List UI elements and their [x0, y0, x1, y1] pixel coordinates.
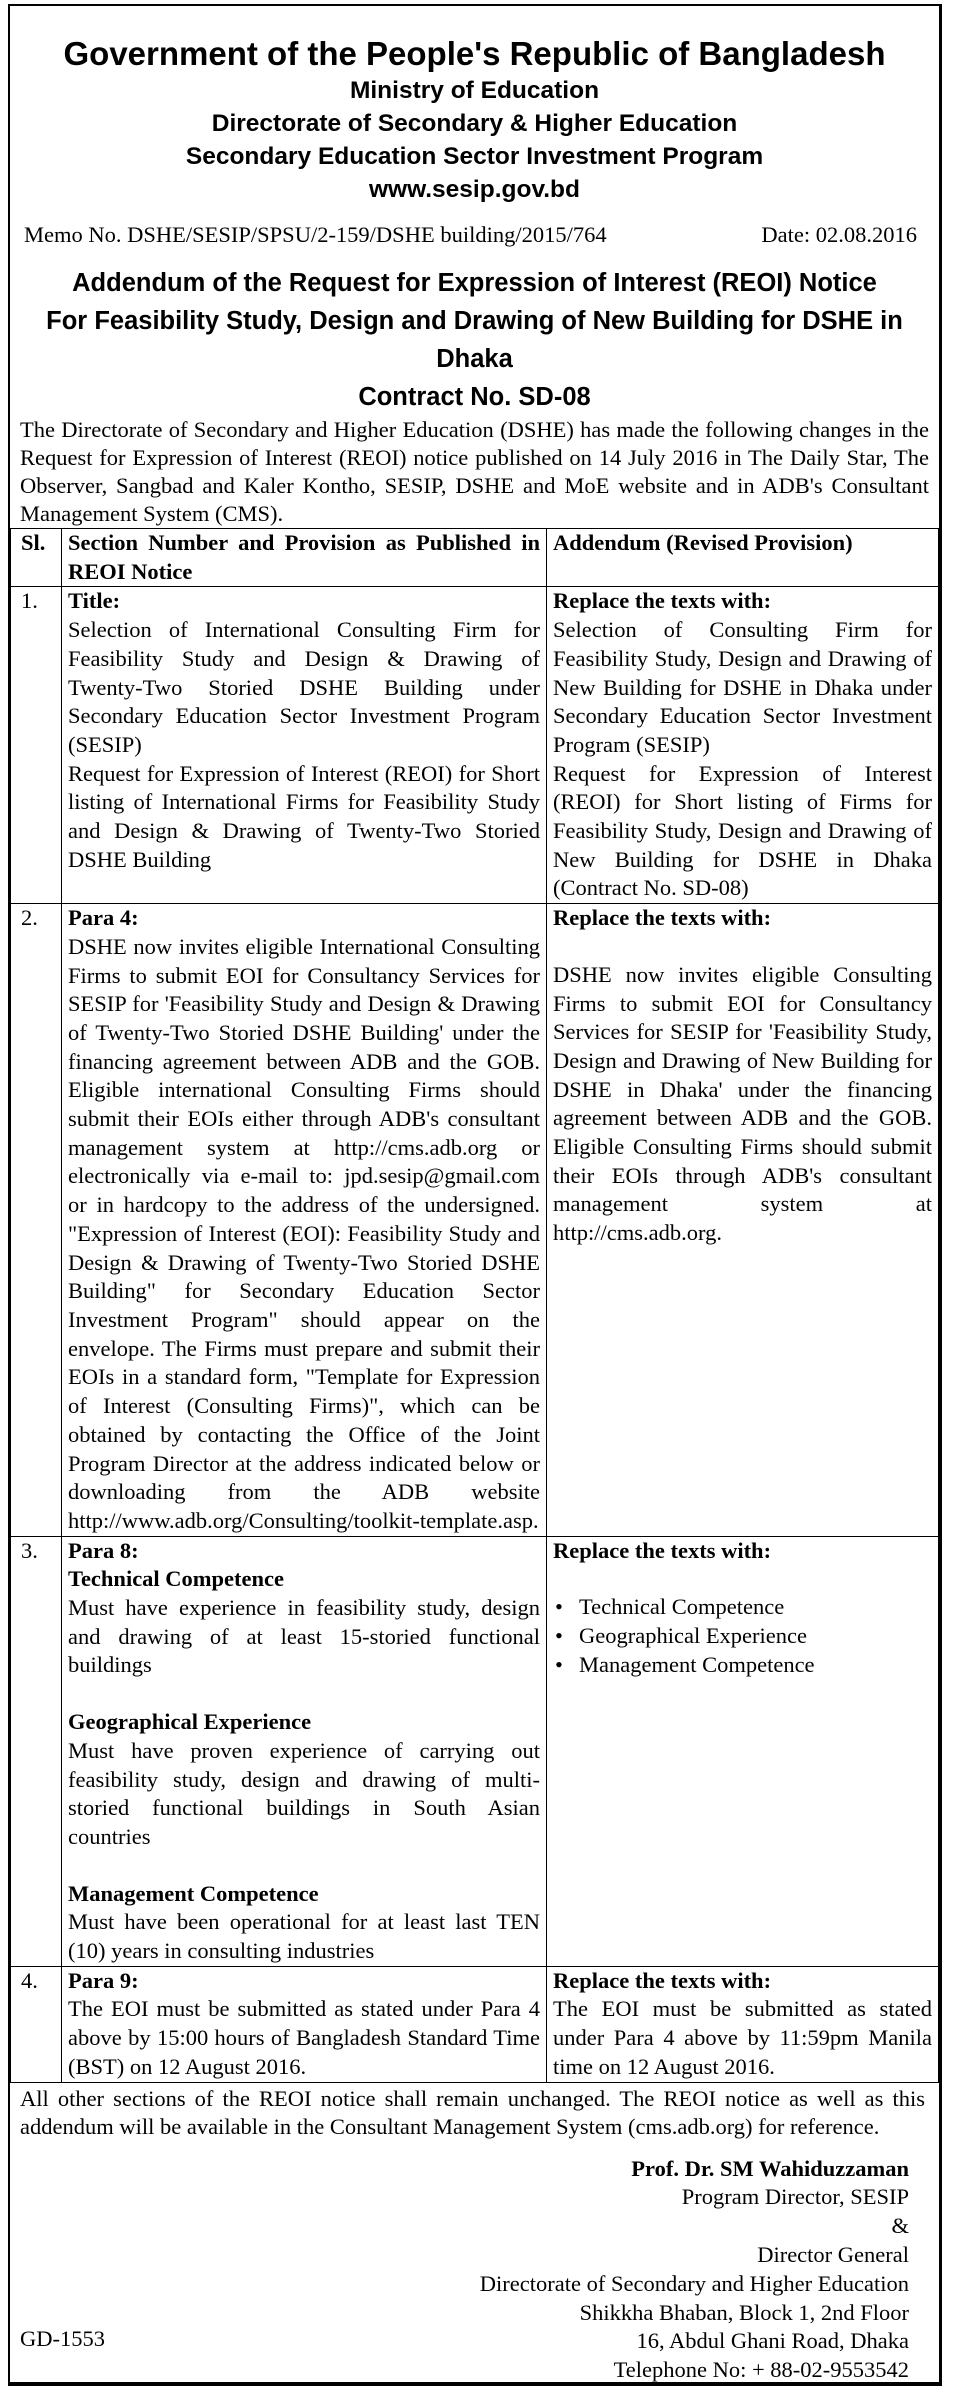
government-title: Government of the People's Republic of Bangladesh	[63, 35, 886, 72]
section-title: Technical Competence	[68, 1566, 285, 1592]
header-section: Section Number and Provision as Published in REOI Notice	[62, 529, 547, 587]
bullet-icon: •	[555, 1623, 563, 1649]
row-original-text: The EOI must be submitted as stated under Para 4 above by 15:00 hours of Bangladesh Standard Time (BST) on 12 August 2016.	[68, 1996, 540, 2079]
replace-heading: Replace the texts with:	[553, 588, 772, 614]
website-link[interactable]: www.sesip.gov.bd	[368, 176, 580, 203]
bullet-icon: •	[555, 1594, 563, 1620]
table-header-row	[11, 529, 939, 587]
section-text: Must have been operational for at least last TEN (10) years in consulting industries	[68, 1909, 540, 1964]
signatory-org: Directorate of Secondary and Higher Education	[479, 2270, 909, 2296]
notice-title-line1: Addendum of the Request for Expression of Interest (REOI) Notice	[72, 269, 877, 297]
signatory-title: Director General	[757, 2241, 909, 2267]
row-heading: Title:	[68, 588, 121, 614]
row-original	[62, 904, 547, 1536]
row-original	[62, 1536, 547, 1966]
row-revised	[547, 587, 939, 904]
row-sl: 3.	[11, 1536, 62, 1966]
directorate-name: Directorate of Secondary & Higher Education	[211, 110, 738, 137]
intro-paragraph: The Directorate of Secondary and Higher Education (DSHE) has made the following changes in the Request for Expression of Interest (REOI) notice published on 14 July 2016 in The Daily Star, The Observer, Sangbad and Kaler Kontho, SESIP, DSHE and MoE website and in ADB's Consultant Management System (CMS).	[20, 417, 929, 526]
row-original-text: Selection of International Consulting Firm for Feasibility Study and Design & Drawing of Twenty-Two Storied DSHE Building under Secondary Education Sector Investment Program (SESIP)	[68, 617, 540, 757]
row-heading: Para 4:	[68, 905, 139, 931]
notice-title-line3: Contract No. SD-08	[358, 383, 591, 411]
row-original-text: Request for Expression of Interest (REOI) for Short listing of International Firms for Feasibility Study and Design & Drawing of Twenty-Two Storied DSHE Building	[68, 760, 540, 872]
section-text: Must have experience in feasibility study, design and drawing of at least 15-storied functional buildings	[68, 1595, 540, 1678]
table-row	[11, 1966, 939, 2082]
notice-title-line2: For Feasibility Study, Design and Drawing of New Building for DSHE in Dhaka	[46, 307, 903, 373]
table-row	[11, 587, 939, 904]
table-row	[11, 1536, 939, 1966]
replace-heading: Replace the texts with:	[553, 1537, 772, 1563]
list-item: • Geographical Experience	[579, 1622, 932, 1651]
row-revised-text: The EOI must be submitted as stated under Para 4 above by 11:59pm Manila time on 12 August 2016.	[553, 1996, 932, 2079]
memo-date: Date: 02.08.2016	[761, 222, 917, 247]
gd-number: GD-1553	[20, 2326, 105, 2351]
list-item: • Management Competence	[579, 1651, 932, 1680]
row-heading: Para 8:	[68, 1537, 139, 1563]
row-revised-text: Selection of Consulting Firm for Feasibility Study, Design and Drawing of New Building for DSHE in Dhaka under Secondary Education Sector Investment Program (SESIP)	[553, 617, 932, 757]
memo-number: Memo No. DSHE/SESIP/SPSU/2-159/DSHE building/2015/764	[24, 222, 607, 247]
signatory-address: 16, Abdul Ghani Road, Dhaka	[636, 2328, 909, 2354]
row-sl: 1.	[11, 587, 62, 904]
row-sl: 2.	[11, 904, 62, 1536]
ministry-name: Ministry of Education	[349, 77, 600, 104]
signatory-address: Shikkha Bhaban, Block 1, 2nd Floor	[579, 2299, 909, 2325]
row-original-text: DSHE now invites eligible International Consulting Firms to submit EOI for Consultancy Services for SESIP for 'Feasibility Study and Design & Drawing of Twenty-Two Storied DSHE Building' under the financing agreement between ADB and the GOB. Eligible international Consulting Firms should submit their EOIs either through ADB's consultant management system at http://cms.adb.org or electronically via e-mail to: jpd.sesip@gmail.com or in hardcopy to the address of the undersigned. "Expression of Interest (EOI): Feasibility Study and Design & Drawing of Twenty-Two Storied DSHE Building" for Secondary Education Sector Investment Program" should appear on the envelope. The Firms must prepare and submit their EOIs in a standard form, "Template for Expression of Interest (Consulting Firms)", which can be obtained by contacting the Office of the Joint Program Director at the address indicated below or downloading from the ADB website http://www.adb.org/Consulting/toolkit-template.asp.	[68, 933, 540, 1533]
list-item: • Technical Competence	[579, 1593, 932, 1622]
signatory-amp: &	[891, 2213, 909, 2239]
header-sl: Sl.	[11, 529, 62, 587]
notice-page	[8, 4, 942, 2386]
revised-bullet-list	[553, 1593, 932, 1679]
row-revised	[547, 1966, 939, 2082]
signatory-name: Prof. Dr. SM Wahiduzzaman	[631, 2155, 909, 2181]
row-revised-text: Request for Expression of Interest (REOI) for Short listing of Firms for Feasibility Study, Design and Drawing of New Building for DSHE in Dhaka (Contract No. SD-08)	[553, 760, 932, 901]
table-row	[11, 904, 939, 1536]
signature-block	[10, 2155, 939, 2385]
memo-line	[24, 222, 917, 248]
replace-heading: Replace the texts with:	[553, 1967, 772, 1993]
letterhead	[10, 34, 939, 206]
row-original	[62, 587, 547, 904]
row-sl: 4.	[11, 1966, 62, 2082]
bullet-icon: •	[555, 1651, 563, 1677]
row-revised-text: DSHE now invites eligible Consulting Firms to submit EOI for Consultancy Services for SESIP for 'Feasibility Study, Design and Drawing of New Building for DSHE in Dhaka' under the financing agreement between ADB and the GOB. Eligible Consulting Firms should submit their EOIs through ADB's consultant management system at http://cms.adb.org.	[553, 961, 932, 1246]
section-title: Management Competence	[68, 1880, 319, 1906]
signatory-phone: Telephone No: + 88-02-9553542	[613, 2357, 909, 2383]
section-text: Must have proven experience of carrying out feasibility study, design and drawing of multi-storied functional buildings in South Asian countries	[68, 1737, 540, 1849]
notice-title	[10, 264, 939, 416]
row-revised	[547, 1536, 939, 1966]
program-name: Secondary Education Sector Investment Program	[185, 143, 764, 170]
closing-paragraph: All other sections of the REOI notice shall remain unchanged. The REOI notice as well as this addendum will be available in the Consultant Management System (cms.adb.org) for reference.	[20, 2085, 925, 2139]
signatory-title: Program Director, SESIP	[681, 2184, 909, 2210]
changes-table	[10, 528, 939, 2083]
replace-heading: Replace the texts with:	[553, 905, 772, 931]
row-heading: Para 9:	[68, 1967, 139, 1993]
row-original	[62, 1966, 547, 2082]
row-revised	[547, 904, 939, 1536]
header-addendum: Addendum (Revised Provision)	[547, 529, 939, 587]
section-title: Geographical Experience	[68, 1709, 312, 1735]
